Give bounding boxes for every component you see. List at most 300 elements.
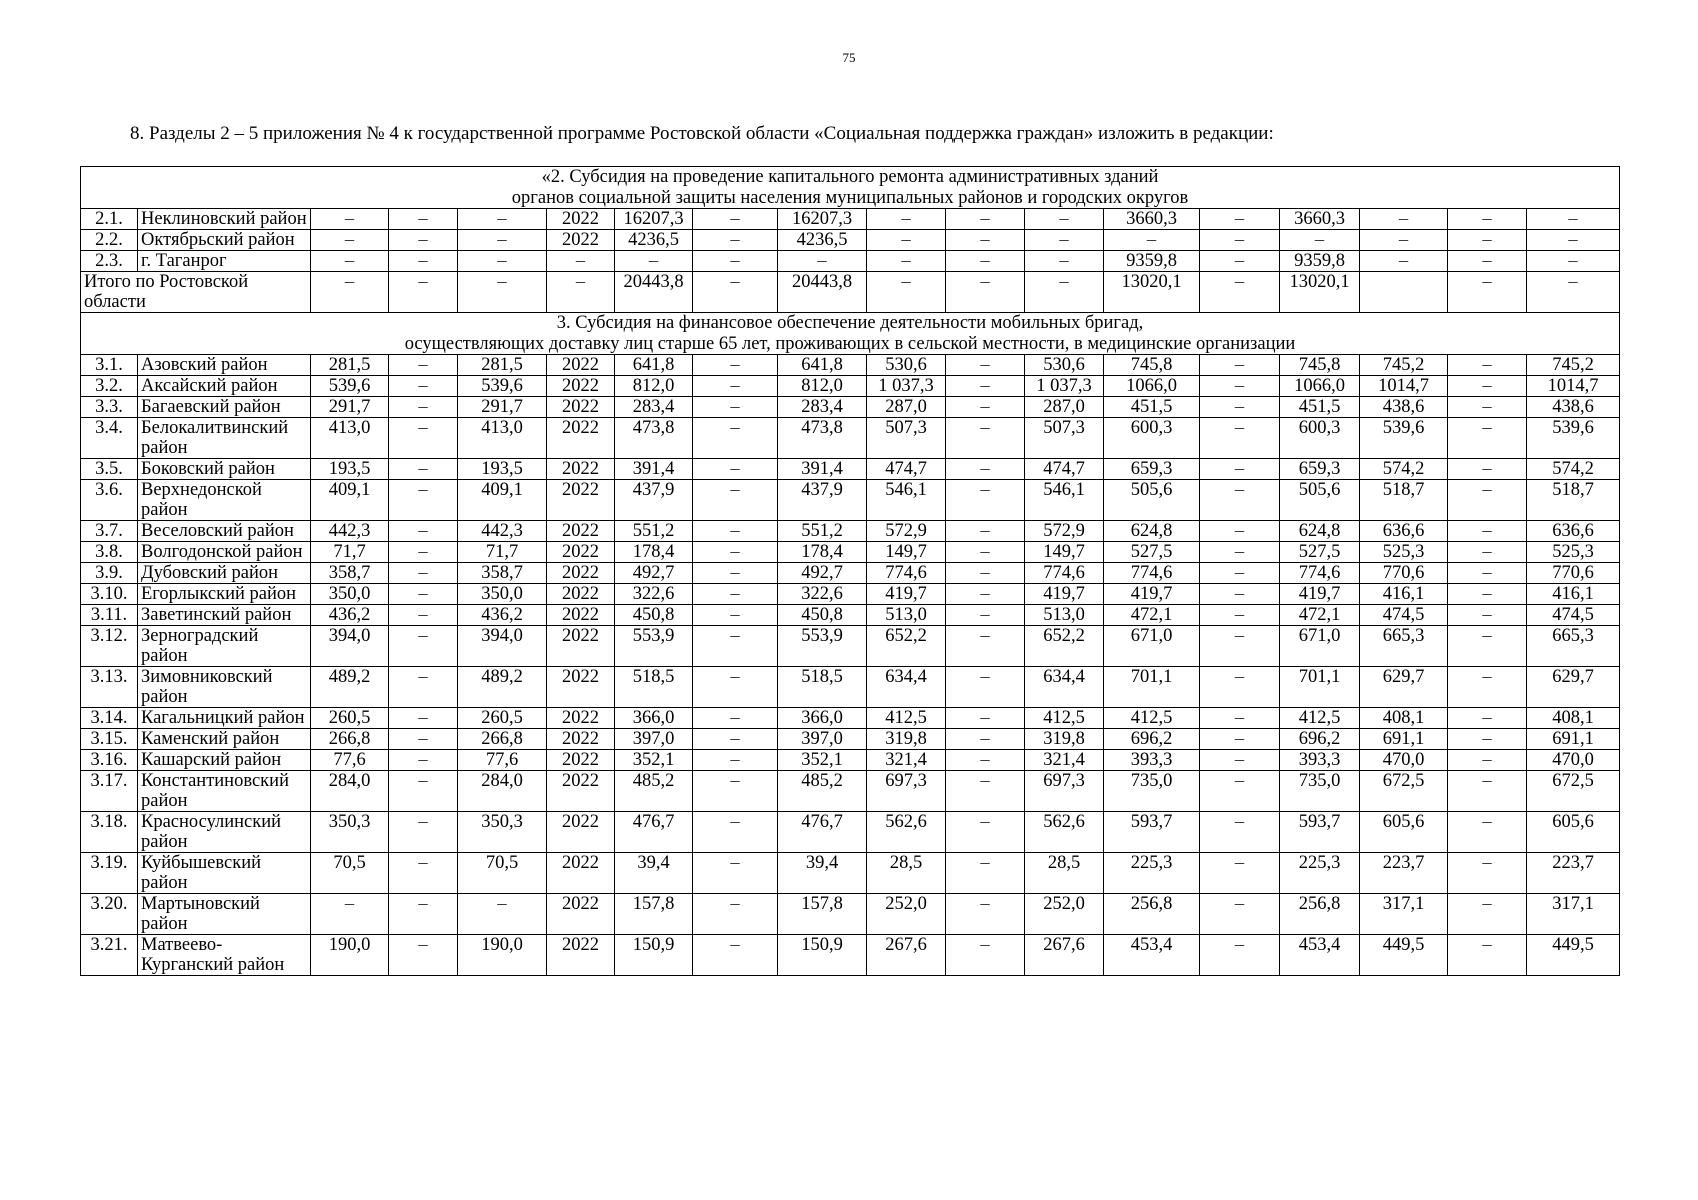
value-cell: – (693, 230, 778, 251)
total-row (81, 272, 1620, 313)
row-number: 3.14. (81, 708, 138, 729)
value-cell: 350,3 (458, 812, 547, 853)
row-number: 3.20. (81, 894, 138, 935)
value-cell: 223,7 (1360, 853, 1448, 894)
value-cell: 1 037,3 (1025, 376, 1104, 397)
value-cell: – (946, 230, 1025, 251)
region-name: Зимовниковский район (138, 667, 311, 708)
value-cell: – (1448, 209, 1527, 230)
value-cell: – (693, 355, 778, 376)
value-cell: 70,5 (311, 853, 389, 894)
value-cell: 507,3 (1025, 418, 1104, 459)
value-cell: – (1200, 812, 1280, 853)
value-cell: 1066,0 (1280, 376, 1360, 397)
value-cell: – (778, 251, 867, 272)
row-number: 2.3. (81, 251, 138, 272)
value-cell: – (867, 209, 946, 230)
row-number: 2.2. (81, 230, 138, 251)
row-number: 3.3. (81, 397, 138, 418)
region-name: Зерноградский район (138, 626, 311, 667)
value-cell: 394,0 (458, 626, 547, 667)
value-cell: – (389, 397, 458, 418)
table-row (81, 251, 1620, 272)
value-cell: 358,7 (458, 563, 547, 584)
value-cell: 505,6 (1280, 480, 1360, 521)
value-cell: 629,7 (1360, 667, 1448, 708)
region-name: Мартыновский район (138, 894, 311, 935)
value-cell: – (389, 563, 458, 584)
table-row (81, 626, 1620, 667)
value-cell: – (1448, 459, 1527, 480)
value-cell: – (1200, 584, 1280, 605)
table-row (81, 605, 1620, 626)
row-number: 3.15. (81, 729, 138, 750)
table-row (81, 418, 1620, 459)
value-cell: 572,9 (867, 521, 946, 542)
value-cell: 474,5 (1527, 605, 1620, 626)
value-cell: – (615, 251, 693, 272)
region-name: Боковский район (138, 459, 311, 480)
value-cell: – (946, 584, 1025, 605)
value-cell: 416,1 (1527, 584, 1620, 605)
value-cell: – (946, 750, 1025, 771)
value-cell: 2022 (547, 480, 615, 521)
row-number: 3.17. (81, 771, 138, 812)
value-cell: – (1448, 935, 1527, 976)
value-cell: 438,6 (1527, 397, 1620, 418)
value-cell: 39,4 (778, 853, 867, 894)
value-cell: 366,0 (778, 708, 867, 729)
value-cell: 2022 (547, 771, 615, 812)
value-cell: 77,6 (458, 750, 547, 771)
value-cell: – (1360, 251, 1448, 272)
value-cell: – (693, 418, 778, 459)
value-cell: 150,9 (778, 935, 867, 976)
value-cell: – (946, 771, 1025, 812)
value-cell: 593,7 (1104, 812, 1200, 853)
value-cell: 473,8 (615, 418, 693, 459)
value-cell: 352,1 (778, 750, 867, 771)
value-cell: 527,5 (1280, 542, 1360, 563)
value-cell: – (389, 230, 458, 251)
value-cell: – (389, 542, 458, 563)
value-cell: 419,7 (867, 584, 946, 605)
value-cell: – (946, 894, 1025, 935)
value-cell: – (946, 542, 1025, 563)
value-cell: 539,6 (311, 376, 389, 397)
total-value-cell: – (867, 272, 946, 313)
value-cell: – (1360, 209, 1448, 230)
value-cell: 437,9 (615, 480, 693, 521)
value-cell: – (1200, 935, 1280, 976)
row-number: 3.2. (81, 376, 138, 397)
region-name: Куйбышевский район (138, 853, 311, 894)
value-cell: 193,5 (311, 459, 389, 480)
table-row (81, 209, 1620, 230)
value-cell: – (946, 418, 1025, 459)
value-cell: 652,2 (867, 626, 946, 667)
value-cell: – (1448, 750, 1527, 771)
value-cell: – (1200, 667, 1280, 708)
value-cell: – (693, 209, 778, 230)
value-cell: 652,2 (1025, 626, 1104, 667)
value-cell: 409,1 (311, 480, 389, 521)
value-cell: 745,2 (1527, 355, 1620, 376)
value-cell: 451,5 (1104, 397, 1200, 418)
total-value-cell: – (547, 272, 615, 313)
value-cell: 2022 (547, 418, 615, 459)
value-cell: 492,7 (615, 563, 693, 584)
value-cell: 2022 (547, 853, 615, 894)
total-value-cell: 20443,8 (778, 272, 867, 313)
value-cell: 492,7 (778, 563, 867, 584)
region-name: Дубовский район (138, 563, 311, 584)
value-cell: – (1448, 230, 1527, 251)
value-cell: 2022 (547, 355, 615, 376)
value-cell: 317,1 (1360, 894, 1448, 935)
value-cell: 223,7 (1527, 853, 1620, 894)
region-name: Азовский район (138, 355, 311, 376)
value-cell: 672,5 (1527, 771, 1620, 812)
value-cell: 281,5 (311, 355, 389, 376)
region-name: Багаевский район (138, 397, 311, 418)
row-number: 3.1. (81, 355, 138, 376)
value-cell: – (1448, 626, 1527, 667)
value-cell: 472,1 (1104, 605, 1200, 626)
intro-paragraph: 8. Разделы 2 – 5 приложения № 4 к государственной программе Ростовской области «Социальная поддержка граждан» изложить в редакции: (130, 123, 1274, 144)
value-cell: 696,2 (1280, 729, 1360, 750)
value-cell: 600,3 (1104, 418, 1200, 459)
value-cell: 449,5 (1527, 935, 1620, 976)
value-cell: 2022 (547, 605, 615, 626)
table-row (81, 397, 1620, 418)
value-cell: – (1448, 667, 1527, 708)
row-number: 3.16. (81, 750, 138, 771)
value-cell: – (1448, 853, 1527, 894)
value-cell: 436,2 (458, 605, 547, 626)
row-number: 3.6. (81, 480, 138, 521)
value-cell: 473,8 (778, 418, 867, 459)
value-cell: 574,2 (1527, 459, 1620, 480)
value-cell: – (311, 209, 389, 230)
value-cell: 672,5 (1360, 771, 1448, 812)
value-cell: – (1200, 459, 1280, 480)
value-cell: 474,5 (1360, 605, 1448, 626)
value-cell: – (389, 853, 458, 894)
value-cell: 178,4 (615, 542, 693, 563)
value-cell: – (458, 251, 547, 272)
section-title-line: осуществляющих доставку лиц старше 65 лет, проживающих в сельской местности, в медицинские организации (404, 333, 1296, 354)
value-cell: 518,5 (778, 667, 867, 708)
value-cell: 485,2 (778, 771, 867, 812)
value-cell: 2022 (547, 230, 615, 251)
value-cell: – (458, 894, 547, 935)
value-cell: – (1200, 626, 1280, 667)
value-cell: 267,6 (1025, 935, 1104, 976)
value-cell: 437,9 (778, 480, 867, 521)
value-cell: 634,4 (867, 667, 946, 708)
value-cell: 2022 (547, 750, 615, 771)
value-cell: 350,0 (311, 584, 389, 605)
value-cell: 266,8 (311, 729, 389, 750)
region-name: Белокалитвинский район (138, 418, 311, 459)
value-cell: 442,3 (311, 521, 389, 542)
value-cell: – (946, 812, 1025, 853)
value-cell: 770,6 (1360, 563, 1448, 584)
value-cell: 505,6 (1104, 480, 1200, 521)
value-cell: – (1200, 209, 1280, 230)
value-cell: – (1527, 230, 1620, 251)
value-cell: 322,6 (615, 584, 693, 605)
value-cell: – (1200, 708, 1280, 729)
table-row (81, 376, 1620, 397)
value-cell: – (1448, 771, 1527, 812)
value-cell: 4236,5 (615, 230, 693, 251)
row-number: 3.21. (81, 935, 138, 976)
value-cell: 409,1 (458, 480, 547, 521)
value-cell: – (1200, 355, 1280, 376)
value-cell: 352,1 (615, 750, 693, 771)
value-cell: – (389, 521, 458, 542)
row-number: 3.11. (81, 605, 138, 626)
value-cell: – (693, 853, 778, 894)
section-title-line: «2. Субсидия на проведение капитального ремонта административных зданий (541, 167, 1159, 187)
value-cell: 412,5 (1104, 708, 1200, 729)
value-cell: 812,0 (615, 376, 693, 397)
value-cell: – (1448, 480, 1527, 521)
value-cell: 2022 (547, 397, 615, 418)
value-cell: 260,5 (458, 708, 547, 729)
value-cell: 397,0 (778, 729, 867, 750)
value-cell: 2022 (547, 894, 615, 935)
value-cell: 321,4 (867, 750, 946, 771)
section-title (81, 167, 1620, 209)
value-cell: – (389, 355, 458, 376)
value-cell: 774,6 (1280, 563, 1360, 584)
table-row (81, 355, 1620, 376)
value-cell: 513,0 (867, 605, 946, 626)
value-cell: 518,5 (615, 667, 693, 708)
value-cell: – (1448, 584, 1527, 605)
value-cell: 2022 (547, 626, 615, 667)
value-cell: 530,6 (867, 355, 946, 376)
value-cell: 449,5 (1360, 935, 1448, 976)
value-cell: 1014,7 (1527, 376, 1620, 397)
row-number: 3.8. (81, 542, 138, 563)
value-cell: – (693, 521, 778, 542)
value-cell: – (389, 812, 458, 853)
total-value-cell: – (946, 272, 1025, 313)
value-cell: 284,0 (311, 771, 389, 812)
total-value-cell (1360, 272, 1448, 313)
value-cell: 442,3 (458, 521, 547, 542)
row-number: 3.7. (81, 521, 138, 542)
value-cell: 225,3 (1104, 853, 1200, 894)
region-name: Волгодонской район (138, 542, 311, 563)
value-cell: 453,4 (1280, 935, 1360, 976)
value-cell: – (946, 209, 1025, 230)
region-name: г. Таганрог (138, 251, 311, 272)
value-cell: 474,7 (1025, 459, 1104, 480)
value-cell: 358,7 (311, 563, 389, 584)
value-cell: – (693, 729, 778, 750)
table-row (81, 521, 1620, 542)
value-cell: – (1200, 563, 1280, 584)
value-cell: – (693, 563, 778, 584)
value-cell: 317,1 (1527, 894, 1620, 935)
value-cell: 287,0 (1025, 397, 1104, 418)
value-cell: 671,0 (1104, 626, 1200, 667)
total-value-cell: 20443,8 (615, 272, 693, 313)
value-cell: – (389, 418, 458, 459)
value-cell: 745,8 (1280, 355, 1360, 376)
value-cell: 291,7 (311, 397, 389, 418)
total-value-cell: – (1025, 272, 1104, 313)
value-cell: – (946, 626, 1025, 667)
value-cell: – (389, 626, 458, 667)
total-value-cell: 13020,1 (1280, 272, 1360, 313)
value-cell: 745,8 (1104, 355, 1200, 376)
value-cell: 178,4 (778, 542, 867, 563)
value-cell: 525,3 (1360, 542, 1448, 563)
region-name: Матвеево-Курганский район (138, 935, 311, 976)
total-value-cell: – (1448, 272, 1527, 313)
value-cell: 634,4 (1025, 667, 1104, 708)
value-cell: – (1200, 397, 1280, 418)
value-cell: 71,7 (458, 542, 547, 563)
value-cell: – (1448, 542, 1527, 563)
value-cell: 16207,3 (778, 209, 867, 230)
value-cell: – (389, 729, 458, 750)
value-cell: 394,0 (311, 626, 389, 667)
value-cell: 518,7 (1527, 480, 1620, 521)
value-cell: – (946, 935, 1025, 976)
value-cell: – (311, 894, 389, 935)
value-cell: 3660,3 (1280, 209, 1360, 230)
value-cell: 397,0 (615, 729, 693, 750)
value-cell: 3660,3 (1104, 209, 1200, 230)
value-cell: 636,6 (1360, 521, 1448, 542)
table-row (81, 584, 1620, 605)
value-cell: – (1200, 771, 1280, 812)
total-value-cell: – (693, 272, 778, 313)
value-cell: 9359,8 (1280, 251, 1360, 272)
total-value-cell: – (1527, 272, 1620, 313)
value-cell: – (693, 708, 778, 729)
value-cell: 2022 (547, 667, 615, 708)
value-cell: 28,5 (1025, 853, 1104, 894)
subsidy-table (80, 166, 1620, 976)
region-name: Кашарский район (138, 750, 311, 771)
value-cell: 71,7 (311, 542, 389, 563)
row-number: 3.10. (81, 584, 138, 605)
total-value-cell: 13020,1 (1104, 272, 1200, 313)
value-cell: 546,1 (867, 480, 946, 521)
table-row (81, 894, 1620, 935)
value-cell: 193,5 (458, 459, 547, 480)
region-name: Каменский район (138, 729, 311, 750)
section-header-row (81, 313, 1620, 355)
value-cell: 260,5 (311, 708, 389, 729)
value-cell: 2022 (547, 584, 615, 605)
value-cell: 1066,0 (1104, 376, 1200, 397)
value-cell: – (946, 376, 1025, 397)
value-cell: 562,6 (867, 812, 946, 853)
value-cell: – (389, 667, 458, 708)
value-cell: 391,4 (615, 459, 693, 480)
value-cell: 322,6 (778, 584, 867, 605)
value-cell: 697,3 (867, 771, 946, 812)
value-cell: 412,5 (1280, 708, 1360, 729)
value-cell: – (946, 397, 1025, 418)
value-cell: 665,3 (1527, 626, 1620, 667)
region-name: Неклиновский район (138, 209, 311, 230)
value-cell: – (311, 230, 389, 251)
row-number: 3.5. (81, 459, 138, 480)
value-cell: – (693, 750, 778, 771)
value-cell: 393,3 (1104, 750, 1200, 771)
value-cell: 419,7 (1025, 584, 1104, 605)
value-cell: – (693, 894, 778, 935)
value-cell: 436,2 (311, 605, 389, 626)
row-number: 3.12. (81, 626, 138, 667)
value-cell: – (1527, 251, 1620, 272)
value-cell: – (946, 605, 1025, 626)
value-cell: – (693, 771, 778, 812)
table-row (81, 935, 1620, 976)
value-cell: 774,6 (1025, 563, 1104, 584)
region-name: Октябрьский район (138, 230, 311, 251)
value-cell: 774,6 (867, 563, 946, 584)
value-cell: 28,5 (867, 853, 946, 894)
value-cell: – (1448, 894, 1527, 935)
value-cell: 412,5 (867, 708, 946, 729)
value-cell: – (1200, 418, 1280, 459)
value-cell: 624,8 (1104, 521, 1200, 542)
value-cell: 518,7 (1360, 480, 1448, 521)
value-cell: 574,2 (1360, 459, 1448, 480)
table-row (81, 708, 1620, 729)
region-name: Верхнедонской район (138, 480, 311, 521)
value-cell: – (389, 209, 458, 230)
value-cell: 593,7 (1280, 812, 1360, 853)
value-cell: – (1448, 418, 1527, 459)
value-cell: 659,3 (1280, 459, 1360, 480)
value-cell: 489,2 (458, 667, 547, 708)
table-row (81, 563, 1620, 584)
value-cell: – (1104, 230, 1200, 251)
value-cell: 39,4 (615, 853, 693, 894)
value-cell: 1 037,3 (867, 376, 946, 397)
value-cell: – (1200, 605, 1280, 626)
value-cell: – (1448, 376, 1527, 397)
value-cell: 419,7 (1280, 584, 1360, 605)
value-cell: 252,0 (1025, 894, 1104, 935)
section-header-row (81, 167, 1620, 209)
section-title (81, 313, 1620, 355)
value-cell: – (389, 771, 458, 812)
value-cell: – (1448, 563, 1527, 584)
value-cell: – (1200, 376, 1280, 397)
value-cell: 70,5 (458, 853, 547, 894)
value-cell: – (1448, 397, 1527, 418)
value-cell: 553,9 (778, 626, 867, 667)
value-cell: 283,4 (778, 397, 867, 418)
value-cell: – (946, 355, 1025, 376)
value-cell: – (946, 521, 1025, 542)
value-cell: 281,5 (458, 355, 547, 376)
row-number: 3.18. (81, 812, 138, 853)
